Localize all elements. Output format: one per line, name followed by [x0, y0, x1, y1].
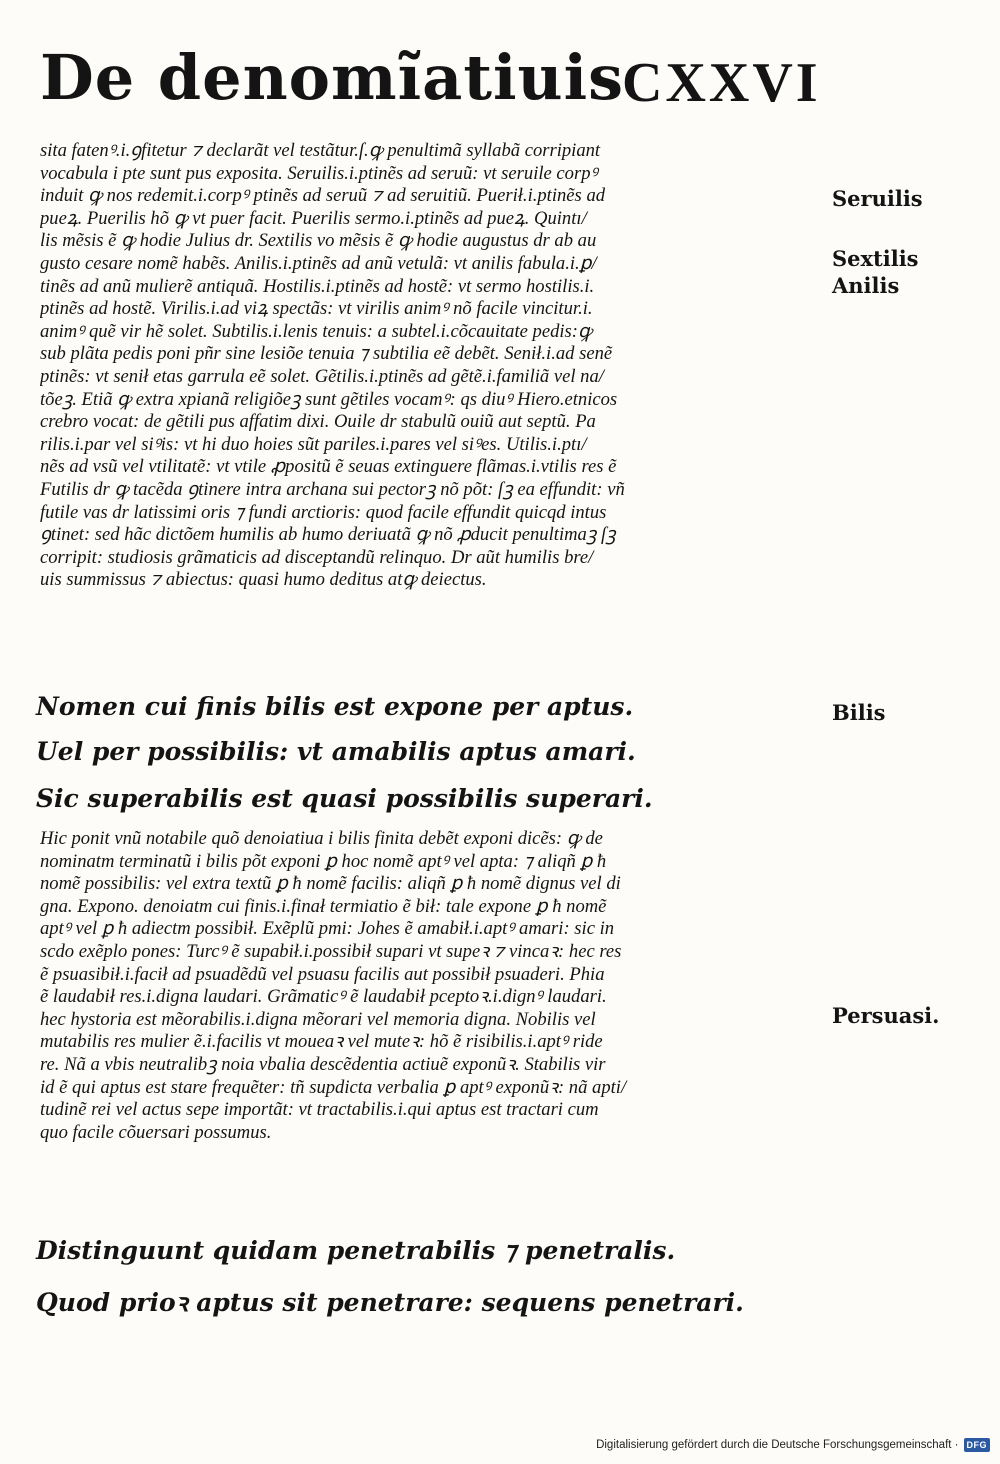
commentary-line: tinẽs ad anũ mulierẽ antiquã. Hostilis.i.ptinẽs ad hostẽ: vt sermo hostilis.i. — [40, 275, 595, 297]
dfg-logo: DFG — [964, 1438, 991, 1452]
margin-gloss: Anilis — [832, 273, 900, 298]
commentary-line: Futilis dr ꝙ tacẽda ꝯtinere intra archana sui pectorꝫ nõ põt: ſꝫ ea effundit: vñ — [40, 478, 625, 500]
commentary-line: nẽs ad vsũ vel vtilitatẽ: vt vtile ꝓpositũ ẽ seuas extinguere flãmas.i.vtilis res ẽ — [40, 456, 617, 478]
commentary-line: sita fatenꝰ.i.ꝯfitetur ⁊ declarãt vel testãtur.ſ.ꝙ penultimã syllabã corripiant — [40, 140, 601, 161]
commentary-line: crebro vocat: de gẽtili pus affatim dixi. Ouile dr stabulũ ouiũ aut septũ. Pa — [40, 411, 596, 433]
commentary-line: gna. Expono. denoiatm cui finis.i.finał termiatio ẽ bił: tale expone ꝑ ħ nomẽ — [40, 895, 607, 917]
commentary-line: aptꝰ vel ꝑ ħ adiectm possibił. Exẽplũ pmi: Johes ẽ amabił.i.aptꝰ amari: sic in — [40, 918, 615, 940]
verse-line: Uel per possibilis: vt amabilis aptus amari. — [36, 737, 636, 766]
commentary-line: ẽ laudabił res.i.digna laudari. Grãmaticꝰ ẽ laudabił pceptoꝛ.i.dignꝰ laudari. — [40, 986, 607, 1008]
commentary-line: corripit: studiosis grãmaticis ad disceptandũ relinquo. Dr aũt humilis bre/ — [40, 546, 594, 568]
verse-line: Distinguunt quidam penetrabilis ⁊ penetralis. — [36, 1236, 676, 1265]
commentary-line: ptinẽs ad hostẽ. Virilis.i.ad viꝝ spectãs: vt virilis animꝰ nõ facile vincitur.i. — [40, 298, 593, 320]
verse-line: Nomen cui finis bilis est expone per aptus. — [36, 692, 634, 721]
commentary-line: gusto cesare nomẽ habẽs. Anilis.i.ptinẽs ad anũ vetulã: vt anilis fabula.i.ꝑ/ — [40, 252, 597, 274]
credit-text: Digitalisierung gefördert durch die Deutsche Forschungsgemeinschaft · — [596, 1439, 959, 1451]
commentary-line: nomẽ possibilis: vel extra textũ ꝑ ħ nomẽ facilis: aliqñ ꝑ ħ nomẽ dignus vel di — [40, 873, 621, 895]
digitization-credit — [578, 1434, 990, 1456]
commentary-line: uis summissus ⁊ abiectus: quasi humo deditus atꝙ deiectus. — [40, 569, 487, 591]
commentary-block-2 — [40, 828, 822, 1144]
commentary-line: induit ꝙ nos redemit.i.corpꝰ ptinẽs ad seruũ ⁊ ad seruitiũ. Puerił.i.ptinẽs ad — [40, 185, 606, 207]
commentary-line: id ẽ qui aptus est stare frequẽter: tñ supdicta verbalia ꝑ aptꝰ exponũꝛ: nã apti/ — [40, 1076, 627, 1098]
commentary-line: ꝯtinet: sed hãc dictõem humilis ab humo deriuatã ꝙ nõ ꝓducit penultimaꝫ ſꝫ — [40, 524, 616, 546]
commentary-line: futile vas dr latissimi oris ⁊ fundi arctioris: quod facile effundit quicqd intus — [40, 501, 607, 523]
commentary-line: scdo exẽplo pones: Turcꝰ ẽ supabił.i.possibił supari vt supeꝛ ⁊ vincaꝛ: hec res — [40, 940, 622, 962]
commentary-line: hec hystoria est mẽorabilis.i.digna mẽorari vel memoria digna. Nobilis vel — [40, 1008, 596, 1030]
margin-gloss: Seruilis — [832, 186, 923, 211]
commentary-line: ẽ psuasibił.i.facił ad psuadẽdũ vel psuasu facilis aut possibił psuaderi. Phia — [40, 963, 605, 985]
folio-number: CXXVI — [622, 52, 821, 114]
verse-line: Quod prioꝛ aptus sit penetrare: sequens penetrari. — [36, 1288, 744, 1317]
commentary-line: quo facile cõuersari possumus. — [40, 1121, 272, 1143]
commentary-line: nominatm terminatũ i bilis põt exponi ꝑ hoc nomẽ aptꝰ vel apta: ⁊ aliqñ ꝑ ħ — [40, 850, 607, 872]
commentary-line: Hic ponit vnũ notabile quõ denoiatiua i bilis finita debẽt exponi dicẽs: ꝙ de — [40, 828, 603, 849]
commentary-line: animꝰ quẽ vir hẽ solet. Subtilis.i.lenis tenuis: a subtel.i.cõcauitate pedis:ꝙ — [40, 320, 592, 342]
verse-line: Sic superabilis est quasi possibilis superari. — [36, 784, 653, 813]
commentary-line: tudinẽ rei vel actus sepe importãt: vt tractabilis.i.qui aptus est tractari cum — [40, 1099, 599, 1121]
margin-gloss: Sextilis — [832, 246, 919, 271]
running-title: De denomĩatiuis — [40, 41, 625, 114]
commentary-line: rilis.i.par vel siꝰis: vt hi duo hoies sũt pariles.i.pares vel siꝰes. Utilis.i.ptı/ — [40, 433, 587, 455]
commentary-line: ptinẽs: vt senił etas garrula eẽ solet. Gẽtilis.i.ptinẽs ad gẽtẽ.i.familiã vel na/ — [40, 365, 604, 387]
commentary-line: tõeꝫ. Etiã ꝙ extra xpianã religiõeꝫ sunt gẽtiles vocamꝰ: qs diuꝰ Hiero.etnicos — [40, 388, 618, 410]
commentary-line: sub plãta pedis poni pñr sine lesiõe tenuia ⁊ subtilia eẽ debẽt. Senił.i.ad senẽ — [40, 343, 613, 365]
margin-gloss: Persuasi. — [832, 1003, 940, 1028]
commentary-block-1 — [40, 140, 822, 592]
margin-gloss: Bilis — [832, 700, 886, 725]
commentary-line: mutabilis res mulier ẽ.i.facilis vt moueaꝛ vel muteꝛ: hõ ẽ risibilis.i.aptꝰ ride — [40, 1031, 603, 1053]
commentary-line: vocabula i pte sunt pus exposita. Seruilis.i.ptinẽs ad seruũ: vt seruile corpꝰ — [40, 162, 598, 184]
commentary-line: lis mẽsis ẽ ꝙ hodie Julius dr. Sextilis vo mẽsis ẽ ꝙ hodie augustus dr ab au — [40, 230, 597, 252]
commentary-line: pueꝝ. Puerilis hõ ꝙ vt puer facit. Puerilis sermo.i.ptinẽs ad pueꝝ. Quintı/ — [40, 207, 587, 229]
commentary-line: re. Nã a vbis neutralibꝫ noia vbalia descẽdentia actiuẽ exponũꝛ. Stabilis vir — [40, 1053, 606, 1075]
